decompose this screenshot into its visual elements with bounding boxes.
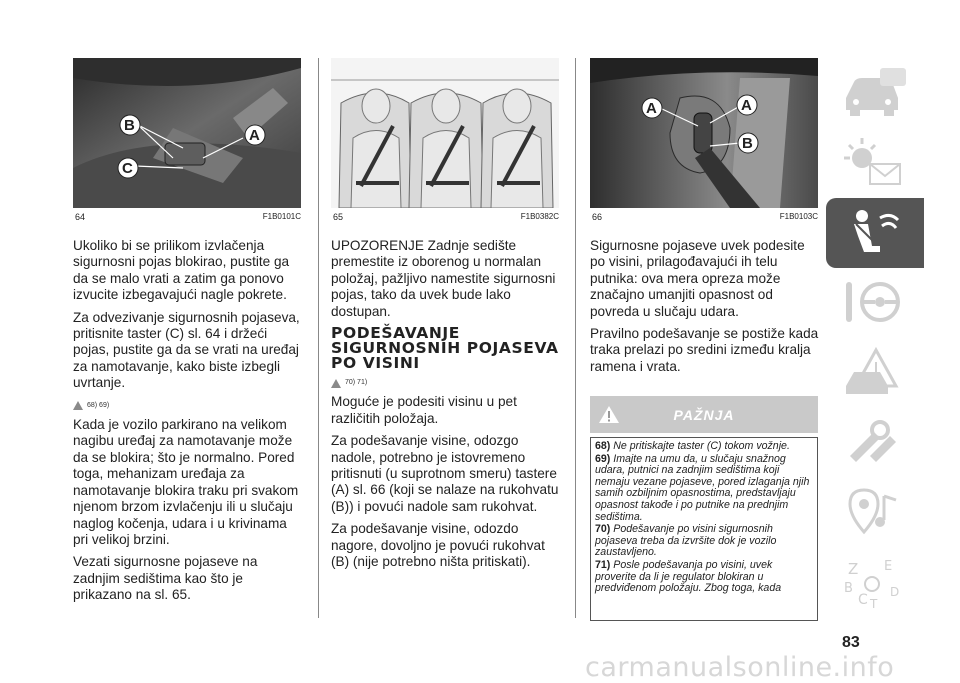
- index-letter: Z: [848, 560, 859, 578]
- callout-label: B: [742, 135, 753, 152]
- column-2-text: [331, 238, 565, 577]
- watermark: carmanualsonline.info: [585, 652, 895, 683]
- warning-box: [590, 396, 818, 621]
- warning-triangle-icon: [73, 401, 83, 410]
- warning-item: [595, 454, 813, 524]
- height-adjuster-illustration: [590, 58, 818, 208]
- paragraph: Za podešavanje visine, odozdo nagore, dovoljno je povući rukohvat (B) (nije potrebno ništa pritiskati).: [331, 521, 545, 570]
- warning-item: [595, 560, 813, 595]
- warning-note-refs: [331, 375, 565, 391]
- tab-index[interactable]: [826, 548, 924, 618]
- figure-number: 65: [333, 212, 344, 222]
- figure-number: 66: [592, 212, 603, 222]
- tab-car-dashboard[interactable]: [826, 58, 924, 128]
- paragraph: Za podešavanje visine, odozgo nadole, potrebno je istovremeno pritisnuti (u suprotnom smeru) tastere (A) sl. 66 (koji se nalaze na rukohvatu (B)) i povući nadole sam rukohvat.: [331, 433, 559, 514]
- note-text: Ne pritiskajte taster (C) tokom vožnje.: [613, 440, 790, 452]
- figure-66-image: [590, 58, 818, 208]
- page-number: 83: [842, 634, 860, 651]
- note-number: 71): [595, 558, 611, 571]
- warning-item: [595, 524, 813, 559]
- tab-starting-driving[interactable]: [826, 268, 924, 338]
- column-1-text: [73, 238, 305, 610]
- figure-code: F1B0103C: [779, 212, 818, 221]
- index-letter: E: [884, 559, 893, 574]
- tab-warning-lights[interactable]: [826, 128, 924, 198]
- buckle-illustration: [73, 58, 301, 208]
- index-alphabet-icon: [840, 556, 910, 610]
- index-letter: C: [858, 592, 868, 608]
- note-text: Posle podešavanja po visini, uvek proverite da li je regulator blokiran u predviđenom položaju. Zbog toga, kada: [595, 558, 782, 595]
- warning-item: [595, 441, 813, 453]
- section-heading: PODEŠAVANJE SIGURNOSNIH POJASEVA PO VISINI: [331, 324, 559, 373]
- paragraph: Pravilno podešavanje se postiže kada traka prelazi po sredini između kralja ramena i vrata.: [590, 326, 819, 374]
- multimedia-gps-icon: [840, 486, 910, 540]
- callout-label: A: [741, 97, 752, 114]
- figure-64-caption: [75, 212, 301, 222]
- figure-64-image: [73, 58, 301, 208]
- tab-multimedia[interactable]: [826, 478, 924, 548]
- warning-triangle-icon: [331, 379, 341, 388]
- paragraph: Sigurnosne pojaseve uvek podesite po visini, prilagođavajući ih telu putnika: ova mera opreza može značajno umanjiti opasnost od povreda u slučaju udara.: [590, 238, 805, 319]
- note-number: 68): [595, 440, 611, 452]
- index-letter: D: [890, 585, 900, 599]
- key-steering-wheel-icon: [840, 276, 910, 330]
- chapter-tabs: [826, 58, 924, 618]
- note-text: Imajte na umu da, u slučaju snažnog udara, putnici na zadnjim sedištima koji nemaju vezane pojaseve, pored izlaganja njih samih ozbiljnim opasnostima, predstavljaju opasnost takođe i po putnike na prednjim sedištima.: [595, 452, 810, 523]
- figure-number: 64: [75, 212, 86, 222]
- rear-seat-belts-illustration: [331, 58, 559, 208]
- emergency-breakdown-icon: [840, 346, 910, 400]
- tab-safety[interactable]: [826, 198, 924, 268]
- callout-label: A: [249, 127, 260, 144]
- figure-code: F1B0101C: [262, 212, 301, 221]
- paragraph: Ukoliko bi se prilikom izvlačenja sigurnosni pojas blokirao, pustite ga da se malo vrati a zatim ga ponovo izvucite izbegavajući nagle pokrete.: [73, 238, 290, 303]
- seat-safety-airbag-icon: [840, 206, 910, 260]
- index-letter: T: [870, 597, 878, 610]
- callout-label: C: [122, 160, 133, 177]
- column-divider: [318, 58, 319, 618]
- note-refs-text: 68) 69): [87, 401, 110, 409]
- note-refs-text: 70) 71): [345, 379, 368, 387]
- tab-emergency[interactable]: [826, 338, 924, 408]
- warning-notes: [590, 437, 818, 621]
- figure-65-caption: [333, 212, 559, 222]
- warning-title: PAŽNJA: [673, 407, 735, 423]
- warning-header: [590, 396, 818, 433]
- column-3-text: [590, 238, 822, 381]
- callout-label: A: [646, 100, 657, 117]
- index-letter: B: [844, 581, 853, 596]
- paragraph: Za odvezivanje sigurnosnih pojaseva, pritisnite taster (C) sl. 64 i držeći pojas, pustite ga da se vrati na uređaj za namotavanje, kako biste izbegli uvrtanje.: [73, 309, 300, 391]
- paragraph: UPOZORENJE Zadnje sedište premestite iz oborenog u normalan položaj, pažljivo namestite sigurnosni pojas, tako da uvek bude lako dostupan.: [331, 238, 556, 319]
- note-text: Podešavanje po visini sigurnosnih pojaseva treba da izvršite dok je vozilo zaustavljeno.: [595, 523, 777, 559]
- figure-65-image: [331, 58, 559, 208]
- note-number: 70): [595, 523, 611, 536]
- maintenance-tools-icon: [840, 416, 910, 470]
- paragraph: Vezati sigurnosne pojaseve na zadnjim sedištima kao što je prikazano na sl. 65.: [73, 554, 258, 603]
- tab-maintenance[interactable]: [826, 408, 924, 478]
- warning-note-refs: [73, 398, 305, 414]
- column-divider: [575, 58, 576, 618]
- paragraph: Moguće je podesiti visinu u pet različitih položaja.: [331, 394, 517, 426]
- warning-lights-message-icon: [840, 136, 910, 190]
- car-dashboard-icon: [840, 66, 910, 120]
- note-number: 69): [595, 452, 611, 465]
- callout-label: B: [124, 117, 135, 134]
- paragraph: Kada je vozilo parkirano na velikom nagibu uređaj za namotavanje može da se blokira; što je normalno. Pored toga, mehanizam uređaja za namotavanje blokira traku pri svakom njenom brzom izvlačenju ili u slučaju naglog kočenja, udara i u krivinama pri velikoj brzini.: [73, 417, 299, 547]
- figure-code: F1B0382C: [520, 212, 559, 221]
- figure-66-caption: [592, 212, 818, 222]
